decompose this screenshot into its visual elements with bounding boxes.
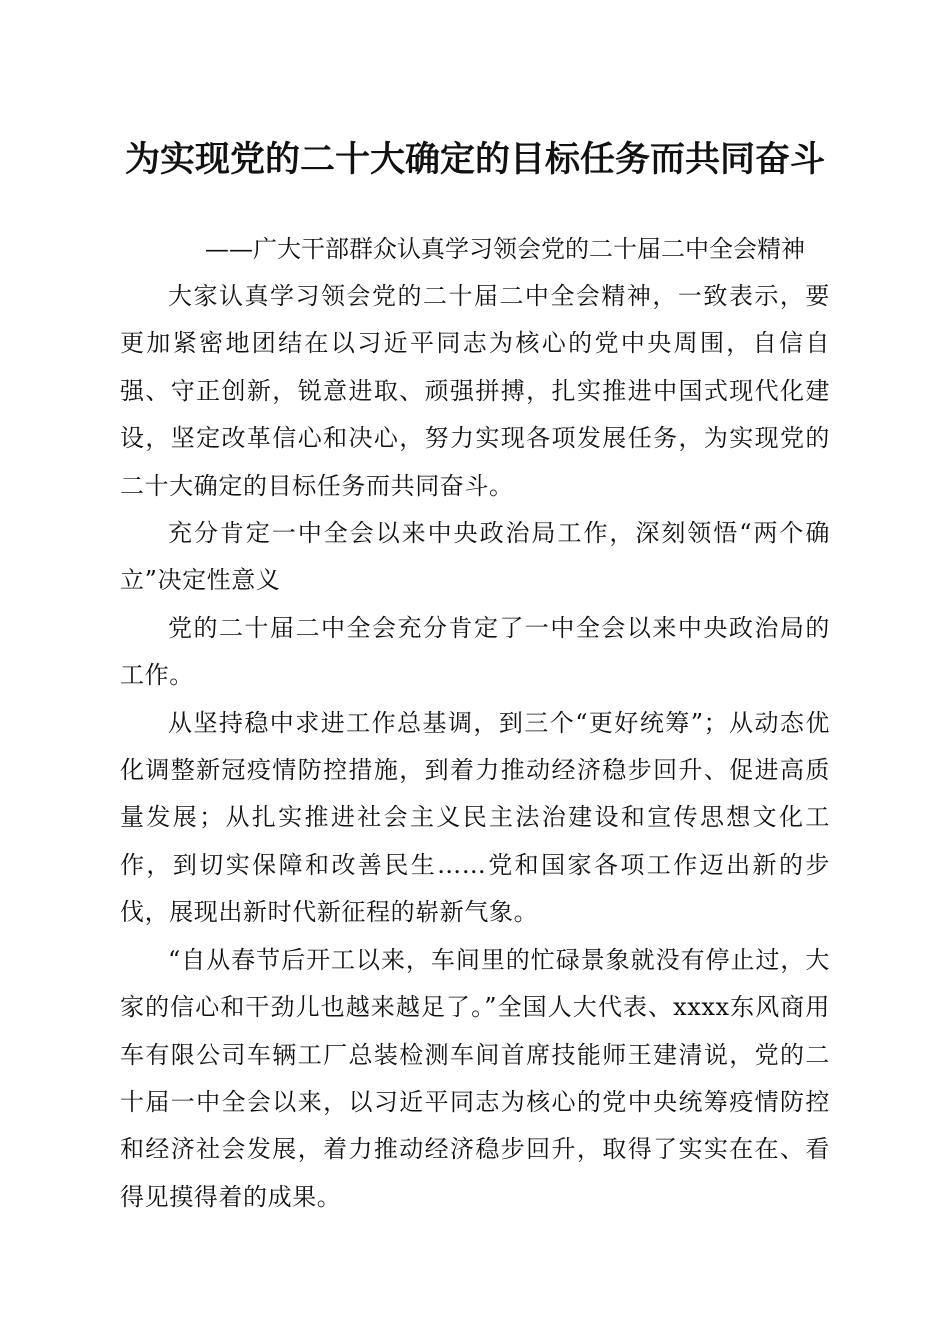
paragraph-quote: “自从春节后开工以来，车间里的忙碌景象就没有停止过，大家的信心和干劲儿也越来越足了。”全国人大代表、xxxx东风商用车有限公司车辆工厂总装检测车间首席技能师王建清说，党的二十届一中全会以来，以习近平同志为核心的党中央统筹疫情防控和经济社会发展，着力推动经济稳步回升，取得了实实在在、看得见摸得着的成果。 [120,945,830,1211]
paragraph-intro: 大家认真学习领会党的二十届二中全会精神，一致表示，要更加紧密地团结在以习近平同志为核心的党中央周围，自信自强、守正创新，锐意进取、顽强拼搏，扎实推进中国式现代化建设，坚定改革信心和决心，努力实现各项发展任务，为实现党的二十大确定的目标任务而共同奋斗。 [120,282,830,500]
paragraph-affirmation: 党的二十届二中全会充分肯定了一中全会以来中央政治局的工作。 [120,613,830,690]
document-title: 为实现党的二十大确定的目标任务而共同奋斗 [124,139,825,180]
paragraph-achievements: 从坚持稳中求进工作总基调，到三个“更好统筹”；从动态优化调整新冠疫情防控措施，到着力推动经济稳步回升、促进高质量发展；从扎实推进社会主义民主法治建设和宣传思想文化工作，到切实保障和改善民生……党和国家各项工作迈出新的步伐，展现出新时代新征程的崭新气象。 [120,708,830,927]
paragraph-section-heading: 充分肯定一中全会以来中央政治局工作，深刻领悟“两个确立”决定性意义 [120,519,830,595]
document-subtitle: ——广大干部群众认真学习领会党的二十届二中全会精神 [205,235,805,263]
